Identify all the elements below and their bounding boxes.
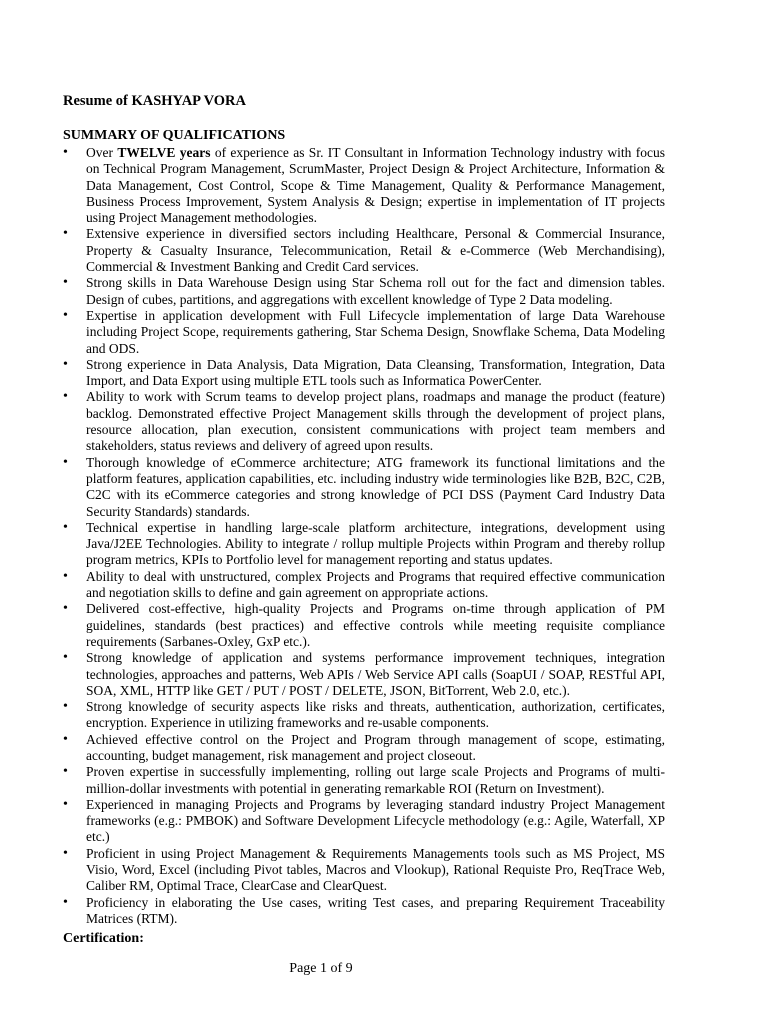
- qualification-item: [63, 520, 665, 569]
- bullet-icon: •: [63, 307, 68, 323]
- qualification-item: [63, 732, 665, 765]
- item-text: Strong experience in Data Analysis, Data Migration, Data Cleansing, Transformation, Integration, Data Import, and Data Export using multiple ETL tools such as Informatica PowerCenter.: [86, 356, 665, 389]
- bullet-icon: •: [63, 519, 68, 535]
- bullet-icon: •: [63, 601, 68, 617]
- qualification-item: [63, 601, 665, 650]
- qualification-item: [63, 145, 665, 226]
- qualifications-list: [63, 145, 665, 927]
- item-text: Thorough knowledge of eCommerce architecture; ATG framework its functional limitations and the platform features, application capabilities, etc. including industry wide terminologies like B2B, B2C, C2B, C2C with its eCommerce categories and strong knowledge of PCI DSS (Payment Card Industry Data Security Standards) standards.: [86, 454, 665, 519]
- item-text: Technical expertise in handling large-scale platform architecture, integrations, development using Java/J2EE Technologies. Ability to integrate / rollup multiple Projects within Program and thereby rollup program metrics, KPIs to Portfolio level for management reporting and status updates.: [86, 519, 665, 568]
- bullet-icon: •: [63, 845, 68, 861]
- bullet-icon: •: [63, 226, 68, 242]
- bullet-icon: •: [63, 356, 68, 372]
- item-text: Expertise in application development with Full Lifecycle implementation of large Data Warehouse including Project Scope, requirements gathering, Star Schema Design, Snowflake Schema, Data Modeling and ODS.: [86, 307, 665, 356]
- qualification-item: [63, 389, 665, 454]
- qualification-item: [63, 797, 665, 846]
- qualification-item: [63, 308, 665, 357]
- bullet-icon: •: [63, 568, 68, 584]
- bullet-icon: •: [63, 894, 68, 910]
- qualification-item: [63, 846, 665, 895]
- item-text: Strong knowledge of application and systems performance improvement techniques, integration technologies, approaches and patterns, Web APIs / Web Service API calls (SoapUI / SOAP, RESTful API, SOA, XML, HTTP like GET / PUT / POST / DELETE, JSON, BitTorrent, Web 2.0, etc.).: [86, 650, 665, 698]
- qualification-item: [63, 275, 665, 308]
- item-text: Proven expertise in successfully implementing, rolling out large scale Projects and Programs of multi-million-dollar investments with potential in generating remarkable ROI (Return on Investment).: [86, 764, 665, 796]
- qualification-item: [63, 764, 665, 797]
- qualification-item: [63, 455, 665, 520]
- bullet-icon: •: [63, 454, 68, 470]
- item-text: Extensive experience in diversified sectors including Healthcare, Personal & Commercial Insurance, Property & Casualty Insurance, Telecommunication, Retail & e-Commerce (Web Merchandising), Commercial & Investment Banking and Credit Card services.: [86, 226, 665, 275]
- qualification-item: [63, 226, 665, 275]
- qualification-item: [63, 650, 665, 699]
- item-text: of experience as Sr. IT Consultant in Information Technology industry with focus on Technical Program Management, ScrumMaster, Project Design & Project Architecture, Information & Data Management, Cost Control, Scope & Time Management, Quality & Performance Management, Business Process Improvement, System Analysis & Design; expertise in implementation of IT projects using Project Management methodologies.: [86, 145, 665, 226]
- item-text: Ability to deal with unstructured, complex Projects and Programs that required effective communication and negotiation skills to define and gain agreement on appropriate actions.: [86, 568, 665, 601]
- item-text: Achieved effective control on the Project and Program through management of scope, estimating, accounting, budget management, risk management and project closeout.: [86, 731, 665, 763]
- bullet-icon: •: [63, 731, 68, 747]
- resume-title: Resume of KASHYAP VORA: [63, 93, 246, 109]
- page-footer: Page 1 of 9: [289, 961, 353, 976]
- summary-heading: SUMMARY OF QUALIFICATIONS: [63, 128, 286, 143]
- item-text: Strong skills in Data Warehouse Design using Star Schema roll out for the fact and dimension tables. Design of cubes, partitions, and aggregations with excellent knowledge of Type 2 Data modeling.: [86, 275, 665, 307]
- bullet-icon: •: [63, 389, 68, 405]
- qualification-item: [63, 895, 665, 928]
- item-text: Proficiency in elaborating the Use cases, writing Test cases, and preparing Requirement Traceability Matrices (RTM).: [86, 894, 665, 926]
- item-lead-text: Over: [86, 145, 118, 160]
- bullet-icon: •: [63, 699, 68, 715]
- certification-heading: Certification:: [63, 931, 144, 946]
- bullet-icon: •: [63, 275, 68, 291]
- item-text: Strong knowledge of security aspects like risks and threats, authentication, authorization, certificates, encryption. Experience in utilizing frameworks and re-usable components.: [86, 699, 665, 731]
- item-text: Proficient in using Project Management & Requirements Managements tools such as MS Project, MS Visio, Word, Excel (including Pivot tables, Macros and Vlookup), Rational Requiste Pro, ReqTrace Web, Caliber RM, Optimal Trace, ClearCase and ClearQuest.: [86, 845, 665, 894]
- qualification-item: [63, 569, 665, 602]
- item-emphasis-text: TWELVE years: [117, 145, 211, 160]
- item-text: Delivered cost-effective, high-quality Projects and Programs on-time through application of PM guidelines, standards (best practices) and effective controls while meeting requisite compliance requirements (Sarbanes-Oxley, GxP etc.).: [86, 601, 665, 649]
- qualification-item: [63, 699, 665, 732]
- bullet-icon: •: [63, 796, 68, 812]
- bullet-icon: •: [63, 145, 68, 160]
- item-text: Experienced in managing Projects and Programs by leveraging standard industry Project Management frameworks (e.g.: PMBOK) and Software Development Lifecycle methodology (e.g.: Agile, Waterfall, XP etc.): [86, 796, 665, 845]
- qualification-item: [63, 357, 665, 390]
- bullet-icon: •: [63, 764, 68, 780]
- item-text: Ability to work with Scrum teams to develop project plans, roadmaps and manage the product (feature) backlog. Demonstrated effective Project Management skills through the development of project plans, resource allocation, plan execution, consistent communications with project team members and stakeholders, status reviews and delivery of agreed upon results.: [86, 389, 665, 454]
- bullet-icon: •: [63, 650, 68, 666]
